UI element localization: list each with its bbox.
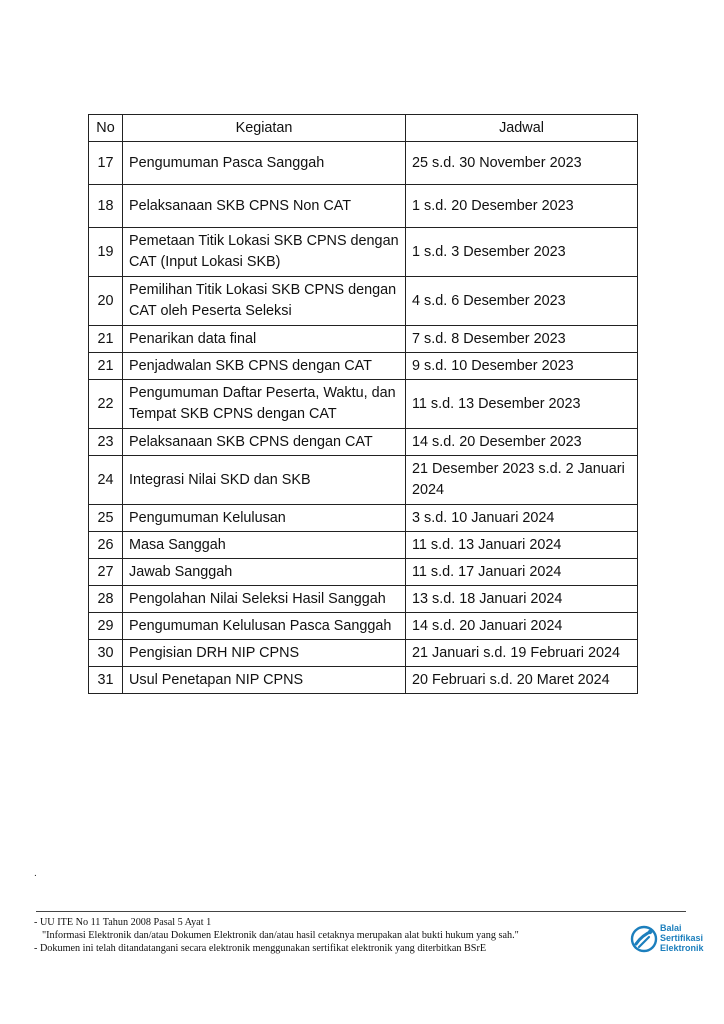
table-row xyxy=(89,613,638,640)
row-kegiatan: Usul Penetapan NIP CPNS xyxy=(123,667,406,694)
row-jadwal: 14 s.d. 20 Januari 2024 xyxy=(406,613,638,640)
row-no: 18 xyxy=(89,185,123,228)
table-row xyxy=(89,277,638,326)
row-kegiatan: Pemilihan Titik Lokasi SKB CPNS dengan CAT oleh Peserta Seleksi xyxy=(123,277,406,326)
table-row xyxy=(89,559,638,586)
table-row xyxy=(89,142,638,185)
row-kegiatan: Pelaksanaan SKB CPNS dengan CAT xyxy=(123,429,406,456)
table-row xyxy=(89,353,638,380)
header-kegiatan: Kegiatan xyxy=(123,115,406,142)
row-jadwal: 1 s.d. 20 Desember 2023 xyxy=(406,185,638,228)
row-jadwal: 21 Januari s.d. 19 Februari 2024 xyxy=(406,640,638,667)
table-row xyxy=(89,228,638,277)
table-row xyxy=(89,532,638,559)
row-jadwal: 21 Desember 2023 s.d. 2 Januari 2024 xyxy=(406,456,638,505)
row-no: 22 xyxy=(89,380,123,429)
row-jadwal: 25 s.d. 30 November 2023 xyxy=(406,142,638,185)
row-kegiatan: Pengisian DRH NIP CPNS xyxy=(123,640,406,667)
header-jadwal: Jadwal xyxy=(406,115,638,142)
row-jadwal: 13 s.d. 18 Januari 2024 xyxy=(406,586,638,613)
row-no: 21 xyxy=(89,326,123,353)
row-no: 31 xyxy=(89,667,123,694)
row-jadwal: 1 s.d. 3 Desember 2023 xyxy=(406,228,638,277)
row-no: 20 xyxy=(89,277,123,326)
row-no: 27 xyxy=(89,559,123,586)
row-kegiatan: Penjadwalan SKB CPNS dengan CAT xyxy=(123,353,406,380)
row-kegiatan: Pengumuman Kelulusan Pasca Sanggah xyxy=(123,613,406,640)
row-no: 30 xyxy=(89,640,123,667)
row-no: 19 xyxy=(89,228,123,277)
table-header-row xyxy=(89,115,638,142)
row-kegiatan: Masa Sanggah xyxy=(123,532,406,559)
table-row xyxy=(89,667,638,694)
row-jadwal: 4 s.d. 6 Desember 2023 xyxy=(406,277,638,326)
bsre-logo-text xyxy=(660,923,704,953)
row-kegiatan: Pengumuman Kelulusan xyxy=(123,505,406,532)
row-no: 21 xyxy=(89,353,123,380)
logo-line-3: Elektronik xyxy=(660,943,704,953)
footer-law-reference: - UU ITE No 11 Tahun 2008 Pasal 5 Ayat 1 xyxy=(34,917,212,928)
bsre-logo xyxy=(630,922,722,958)
table-row xyxy=(89,429,638,456)
table-row xyxy=(89,185,638,228)
logo-line-2: Sertifikasi xyxy=(660,933,704,943)
table-row xyxy=(89,456,638,505)
bsre-logo-icon xyxy=(630,924,658,954)
footer-signature-note: - Dokumen ini telah ditandatangani secara elektronik menggunakan sertifikat elektronik yang diterbitkan BSrE xyxy=(34,943,487,954)
footer-divider xyxy=(36,911,686,912)
row-kegiatan: Penarikan data final xyxy=(123,326,406,353)
row-jadwal: 9 s.d. 10 Desember 2023 xyxy=(406,353,638,380)
row-no: 28 xyxy=(89,586,123,613)
row-jadwal: 7 s.d. 8 Desember 2023 xyxy=(406,326,638,353)
row-no: 26 xyxy=(89,532,123,559)
table-row xyxy=(89,640,638,667)
row-jadwal: 11 s.d. 13 Desember 2023 xyxy=(406,380,638,429)
row-jadwal: 20 Februari s.d. 20 Maret 2024 xyxy=(406,667,638,694)
logo-line-1: Balai xyxy=(660,923,682,933)
row-no: 29 xyxy=(89,613,123,640)
row-no: 23 xyxy=(89,429,123,456)
row-no: 25 xyxy=(89,505,123,532)
page-marker: . xyxy=(34,868,37,879)
row-jadwal: 11 s.d. 13 Januari 2024 xyxy=(406,532,638,559)
table-row xyxy=(89,586,638,613)
row-kegiatan: Jawab Sanggah xyxy=(123,559,406,586)
table-row xyxy=(89,380,638,429)
row-jadwal: 11 s.d. 17 Januari 2024 xyxy=(406,559,638,586)
row-no: 24 xyxy=(89,456,123,505)
row-jadwal: 3 s.d. 10 Januari 2024 xyxy=(406,505,638,532)
header-no: No xyxy=(89,115,123,142)
row-no: 17 xyxy=(89,142,123,185)
footer-law-quote: "Informasi Elektronik dan/atau Dokumen Elektronik dan/atau hasil cetaknya merupakan alat bukti hukum yang sah." xyxy=(42,930,519,941)
row-jadwal: 14 s.d. 20 Desember 2023 xyxy=(406,429,638,456)
schedule-table xyxy=(88,114,638,694)
row-kegiatan: Integrasi Nilai SKD dan SKB xyxy=(123,456,406,505)
row-kegiatan: Pengumuman Pasca Sanggah xyxy=(123,142,406,185)
row-kegiatan: Pemetaan Titik Lokasi SKB CPNS dengan CAT (Input Lokasi SKB) xyxy=(123,228,406,277)
row-kegiatan: Pengumuman Daftar Peserta, Waktu, dan Tempat SKB CPNS dengan CAT xyxy=(123,380,406,429)
footer-notice xyxy=(34,916,634,955)
table-row xyxy=(89,326,638,353)
table-row xyxy=(89,505,638,532)
row-kegiatan: Pengolahan Nilai Seleksi Hasil Sanggah xyxy=(123,586,406,613)
row-kegiatan: Pelaksanaan SKB CPNS Non CAT xyxy=(123,185,406,228)
